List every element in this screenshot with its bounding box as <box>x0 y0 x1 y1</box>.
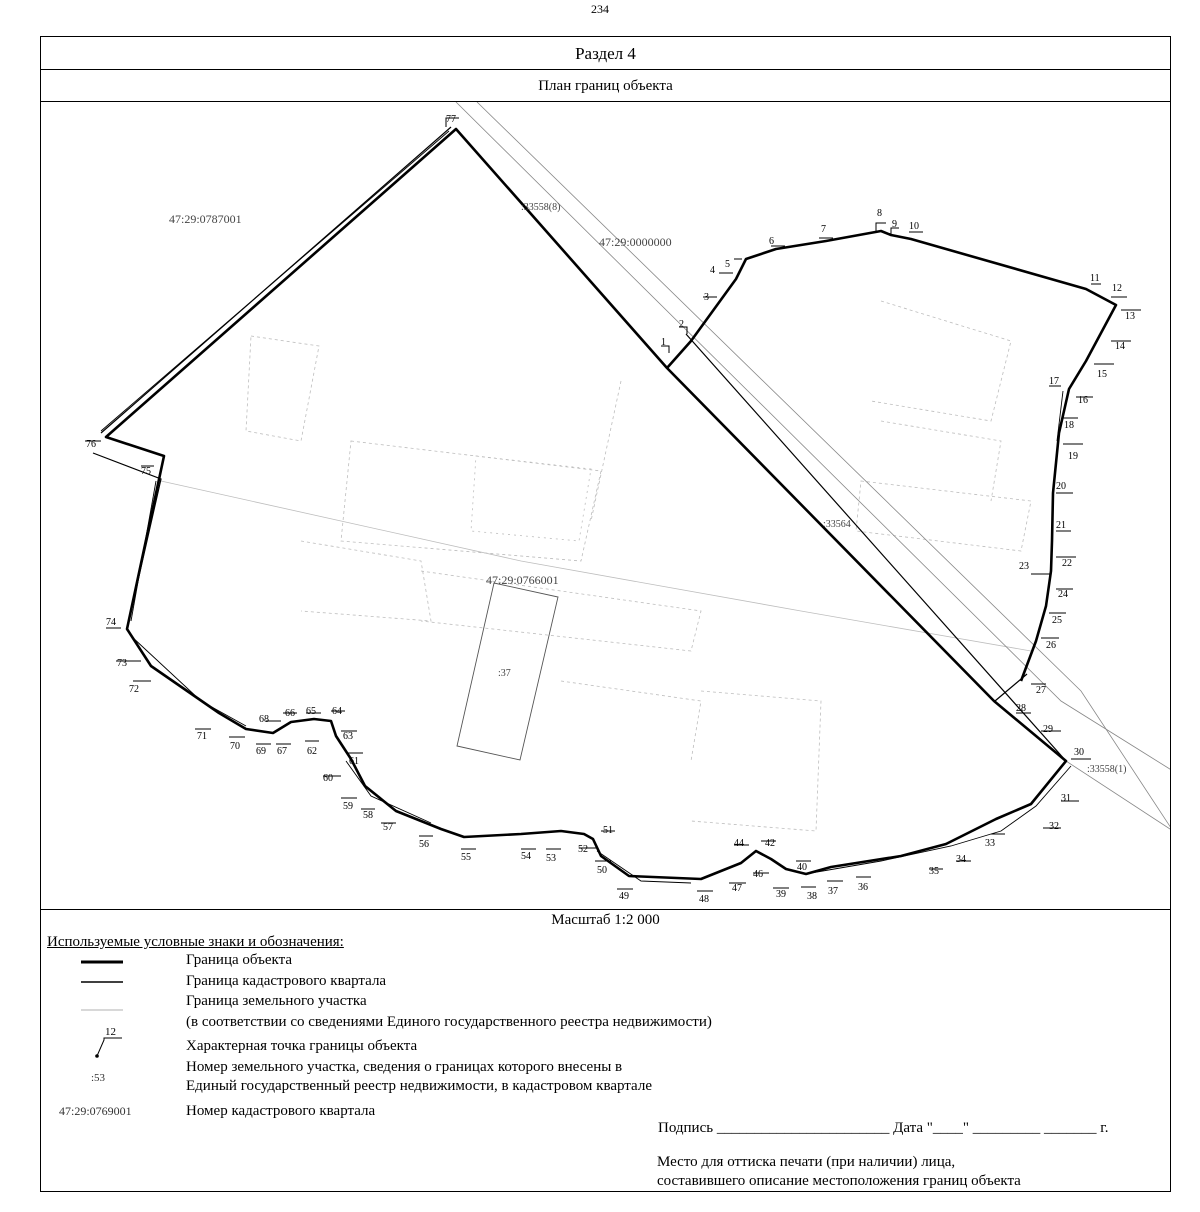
svg-text:19: 19 <box>1068 451 1078 462</box>
legend-parcel-text-2: Единый государственный реестр недвижимости, в кадастровом квартале <box>186 1078 652 1094</box>
svg-text:42: 42 <box>765 838 775 849</box>
section-title: Раздел 4 <box>41 37 1170 70</box>
svg-text:77: 77 <box>446 114 456 125</box>
svg-text:18: 18 <box>1064 420 1074 431</box>
svg-text:22: 22 <box>1062 558 1072 569</box>
svg-text:62: 62 <box>307 746 317 757</box>
svg-text:20: 20 <box>1056 481 1066 492</box>
parcel-label-33558-8: :33558(8) <box>521 202 561 213</box>
svg-text:39: 39 <box>776 889 786 900</box>
stamp-text-2: составившего описание местоположения границ объекта <box>657 1173 1021 1189</box>
svg-text:27: 27 <box>1036 685 1046 696</box>
legend-point-sample: 12 <box>105 1026 116 1038</box>
boundary-plan <box>41 102 1170 910</box>
scale-text: Масштаб 1:2 000 <box>551 912 660 928</box>
svg-text:46: 46 <box>753 869 763 880</box>
svg-text:70: 70 <box>230 741 240 752</box>
section-frame <box>40 36 1171 1192</box>
svg-text:3: 3 <box>704 292 709 303</box>
legend-quarter-text: Номер кадастрового квартала <box>186 1103 376 1119</box>
legend-parcel-sample: :53 <box>91 1072 106 1084</box>
svg-text:58: 58 <box>363 810 373 821</box>
svg-text:29: 29 <box>1043 724 1053 735</box>
svg-text:56: 56 <box>419 839 429 850</box>
parcel-label-33564: :33564 <box>823 519 851 530</box>
svg-text:48: 48 <box>699 894 709 905</box>
legend-object-border-symbol <box>77 952 167 972</box>
parcel-label-33558-1: :33558(1) <box>1087 764 1127 775</box>
svg-text:59: 59 <box>343 801 353 812</box>
parcel-label-37: :37 <box>498 668 511 679</box>
svg-text:75: 75 <box>141 466 151 477</box>
svg-text:1: 1 <box>661 337 666 348</box>
svg-text:69: 69 <box>256 746 266 757</box>
svg-text:8: 8 <box>877 208 882 219</box>
stamp-text-1: Место для оттиска печати (при наличии) лица, <box>657 1154 956 1170</box>
svg-text:76: 76 <box>86 439 96 450</box>
legend-quarter-sample: 47:29:0769001 <box>59 1104 132 1118</box>
svg-text:44: 44 <box>734 838 744 849</box>
quarter-label-0766001: 47:29:0766001 <box>486 573 559 587</box>
legend-quarter-border-symbol <box>77 972 167 992</box>
svg-text:61: 61 <box>349 756 359 767</box>
svg-text:25: 25 <box>1052 615 1062 626</box>
point-flags <box>85 118 1141 891</box>
quarter-label-0787001: 47:29:0787001 <box>169 212 242 226</box>
svg-text:67: 67 <box>277 746 287 757</box>
svg-text:64: 64 <box>332 706 342 717</box>
road-parcel-borders <box>456 102 1170 831</box>
svg-text:72: 72 <box>129 684 139 695</box>
svg-text:2: 2 <box>679 319 684 330</box>
plan-title: План границ объекта <box>41 70 1170 102</box>
svg-text:52: 52 <box>578 844 588 855</box>
svg-text:15: 15 <box>1097 369 1107 380</box>
legend-parcel-text-1: Номер земельного участка, сведения о границах которого внесены в <box>186 1059 623 1075</box>
signature-line: Подпись _______________________ Дата "____" _________ _______ г. <box>658 1120 1109 1136</box>
svg-text:50: 50 <box>597 865 607 876</box>
legend-point-symbol <box>86 1022 131 1060</box>
legend-object-border-text: Граница объекта <box>186 952 293 968</box>
svg-text:14: 14 <box>1115 341 1125 352</box>
svg-text:31: 31 <box>1061 793 1071 804</box>
svg-text:33: 33 <box>985 838 995 849</box>
svg-text:37: 37 <box>828 886 838 897</box>
svg-text:16: 16 <box>1078 395 1088 406</box>
parcel-borders-background <box>161 301 1031 831</box>
svg-text:10: 10 <box>909 221 919 232</box>
svg-text:51: 51 <box>603 825 613 836</box>
svg-text:30: 30 <box>1074 747 1084 758</box>
svg-text:13: 13 <box>1125 311 1135 322</box>
page-number: 234 <box>591 2 609 16</box>
svg-text:12: 12 <box>1112 283 1122 294</box>
svg-text:7: 7 <box>821 224 826 235</box>
svg-text:54: 54 <box>521 851 531 862</box>
svg-text:71: 71 <box>197 731 207 742</box>
svg-text:40: 40 <box>797 862 807 873</box>
svg-text:36: 36 <box>858 882 868 893</box>
svg-text:53: 53 <box>546 853 556 864</box>
quarter-label-0000000: 47:29:0000000 <box>599 235 672 249</box>
svg-text:73: 73 <box>117 658 127 669</box>
svg-text:21: 21 <box>1056 520 1066 531</box>
svg-text:55: 55 <box>461 852 471 863</box>
svg-text:49: 49 <box>619 891 629 902</box>
legend-point-text: Характерная точка границы объекта <box>186 1038 418 1054</box>
legend-parcel-border-symbol <box>77 1000 167 1020</box>
stamp-place <box>657 1153 1021 1191</box>
svg-text:65: 65 <box>306 706 316 717</box>
svg-text:26: 26 <box>1046 640 1056 651</box>
svg-text:5: 5 <box>725 259 730 270</box>
svg-text:6: 6 <box>769 236 774 247</box>
svg-text:68: 68 <box>259 714 269 725</box>
legend-parcel-border-text-2: (в соответствии со сведениями Единого государственного реестра недвижимости) <box>186 1014 712 1030</box>
svg-text:28: 28 <box>1016 703 1026 714</box>
svg-text:38: 38 <box>807 891 817 902</box>
legend-title: Используемые условные знаки и обозначения: <box>47 934 344 950</box>
svg-text:23: 23 <box>1019 561 1029 572</box>
svg-text:74: 74 <box>106 617 116 628</box>
legend-parcel-border-text-1: Граница земельного участка <box>186 993 367 1009</box>
svg-text:57: 57 <box>383 822 393 833</box>
svg-text:24: 24 <box>1058 589 1068 600</box>
svg-text:35: 35 <box>929 866 939 877</box>
svg-text:11: 11 <box>1090 273 1100 284</box>
svg-text:32: 32 <box>1049 821 1059 832</box>
svg-text:66: 66 <box>285 708 295 719</box>
svg-text:17: 17 <box>1049 376 1059 387</box>
svg-text:63: 63 <box>343 731 353 742</box>
svg-text:34: 34 <box>956 854 966 865</box>
svg-text:60: 60 <box>323 773 333 784</box>
svg-text:47: 47 <box>732 883 742 894</box>
svg-text:9: 9 <box>892 219 897 230</box>
svg-text:4: 4 <box>710 265 715 276</box>
legend-quarter-border-text: Граница кадастрового квартала <box>186 973 387 989</box>
plan-drawing <box>41 102 1170 910</box>
